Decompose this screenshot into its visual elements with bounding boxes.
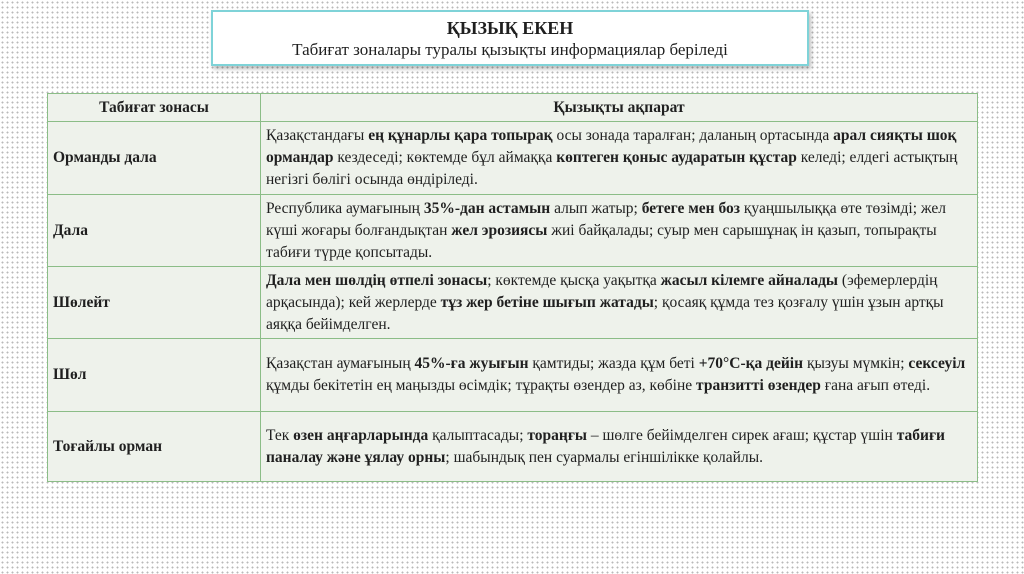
info-text-bold: арал сияқты шоқ ормандар (266, 127, 957, 166)
info-text-bold: 35%-дан астамын (423, 199, 551, 217)
info-text-bold: көптеген қоныс аударатын құстар (556, 149, 797, 166)
zones-table (47, 93, 978, 482)
info-text-bold: жасыл кілемге айналады (660, 271, 839, 289)
info-text-bold: 45%-ға жуығын (414, 355, 529, 372)
info-text: қызуы мүмкін; (803, 355, 909, 372)
zone-info-cell (261, 267, 978, 339)
page-subtitle: Табиғат зоналары туралы қызықты информациялар беріледі (292, 40, 728, 59)
info-text: (эфемерлердің арқасында); кей жерлерде (266, 271, 938, 311)
info-text-bold: тораңғы (527, 426, 587, 444)
table-row (48, 195, 978, 267)
info-text-bold: жел эрозиясы (451, 221, 548, 239)
info-text: келеді; елдегі астықтың негізгі бөлігі осында өндіріледі. (266, 149, 958, 188)
zone-info-cell (261, 412, 978, 482)
info-text-bold: тұз жер бетіне шығып жатады (440, 293, 654, 311)
info-text-bold: транзитті өзендер (696, 377, 821, 394)
info-text-bold: +70°С-қа дейін (698, 355, 804, 372)
zone-name-cell: Шөлейт (48, 267, 261, 339)
table-header-row (48, 94, 978, 122)
info-text: құмды бекітетін ең маңызды өсімдік; тұрақты өзендер аз, көбіне (266, 377, 697, 394)
table-row (48, 339, 978, 412)
info-text: ; көктемде қысқа уақытқа (487, 271, 661, 289)
info-text: алып жатыр; (550, 199, 642, 217)
column-header-info: Қызықты ақпарат (261, 94, 978, 122)
info-text: Қазақстан аумағының (266, 355, 415, 372)
info-text: қамтиды; жазда құм беті (528, 355, 699, 372)
info-text: қуаңшылыққа өте төзімді; жел күші жоғары болғандықтан (266, 199, 946, 239)
info-text-bold: бетеге мен боз (641, 199, 741, 217)
info-text: кездеседі; көктемде бұл аймаққа (333, 149, 557, 166)
column-header-zone: Табиғат зонасы (48, 94, 261, 122)
info-text-bold: табиғи паналау және ұялау орны (266, 426, 945, 466)
zone-name-cell: Дала (48, 195, 261, 267)
info-text-bold: сексеуіл (908, 355, 966, 372)
info-text: жиі байқалады; суыр мен сарышұнақ ін қазып, топырақты табиғи түрде қопсытады. (266, 221, 937, 261)
table-row (48, 267, 978, 339)
info-text: ; қосаяқ құмда тез қозғалу үшін ұзын артқы аяққа бейімделген. (266, 293, 944, 333)
info-text: ; шабындық пен суармалы егіншілікке қолайлы. (445, 448, 763, 466)
zone-info-cell (261, 339, 978, 412)
zone-name-cell: Орманды дала (48, 122, 261, 195)
info-text: – шөлге бейімделген сирек ағаш; құстар үшін (586, 426, 897, 444)
table-row (48, 412, 978, 482)
info-text-bold: ең құнарлы қара топырақ (368, 127, 553, 144)
info-text: қалыптасады; (428, 426, 528, 444)
zone-name-cell: Шөл (48, 339, 261, 412)
info-text: Тек (266, 426, 294, 444)
title-box (211, 10, 809, 66)
info-text: ғана ағып өтеді. (820, 377, 931, 394)
info-text: Республика аумағының (266, 199, 424, 217)
info-text: Қазақстандағы (266, 127, 369, 144)
info-text-bold: Дала мен шөлдің өтпелі зонасы (266, 271, 488, 289)
info-text: осы зонада таралған; даланың ортасында (552, 127, 834, 144)
page-title: ҚЫЗЫҚ ЕКЕН (446, 18, 574, 38)
zone-name-cell: Тоғайлы орман (48, 412, 261, 482)
zone-info-cell (261, 195, 978, 267)
zone-info-cell (261, 122, 978, 195)
table-row (48, 122, 978, 195)
info-text-bold: өзен аңғарларында (293, 426, 429, 444)
